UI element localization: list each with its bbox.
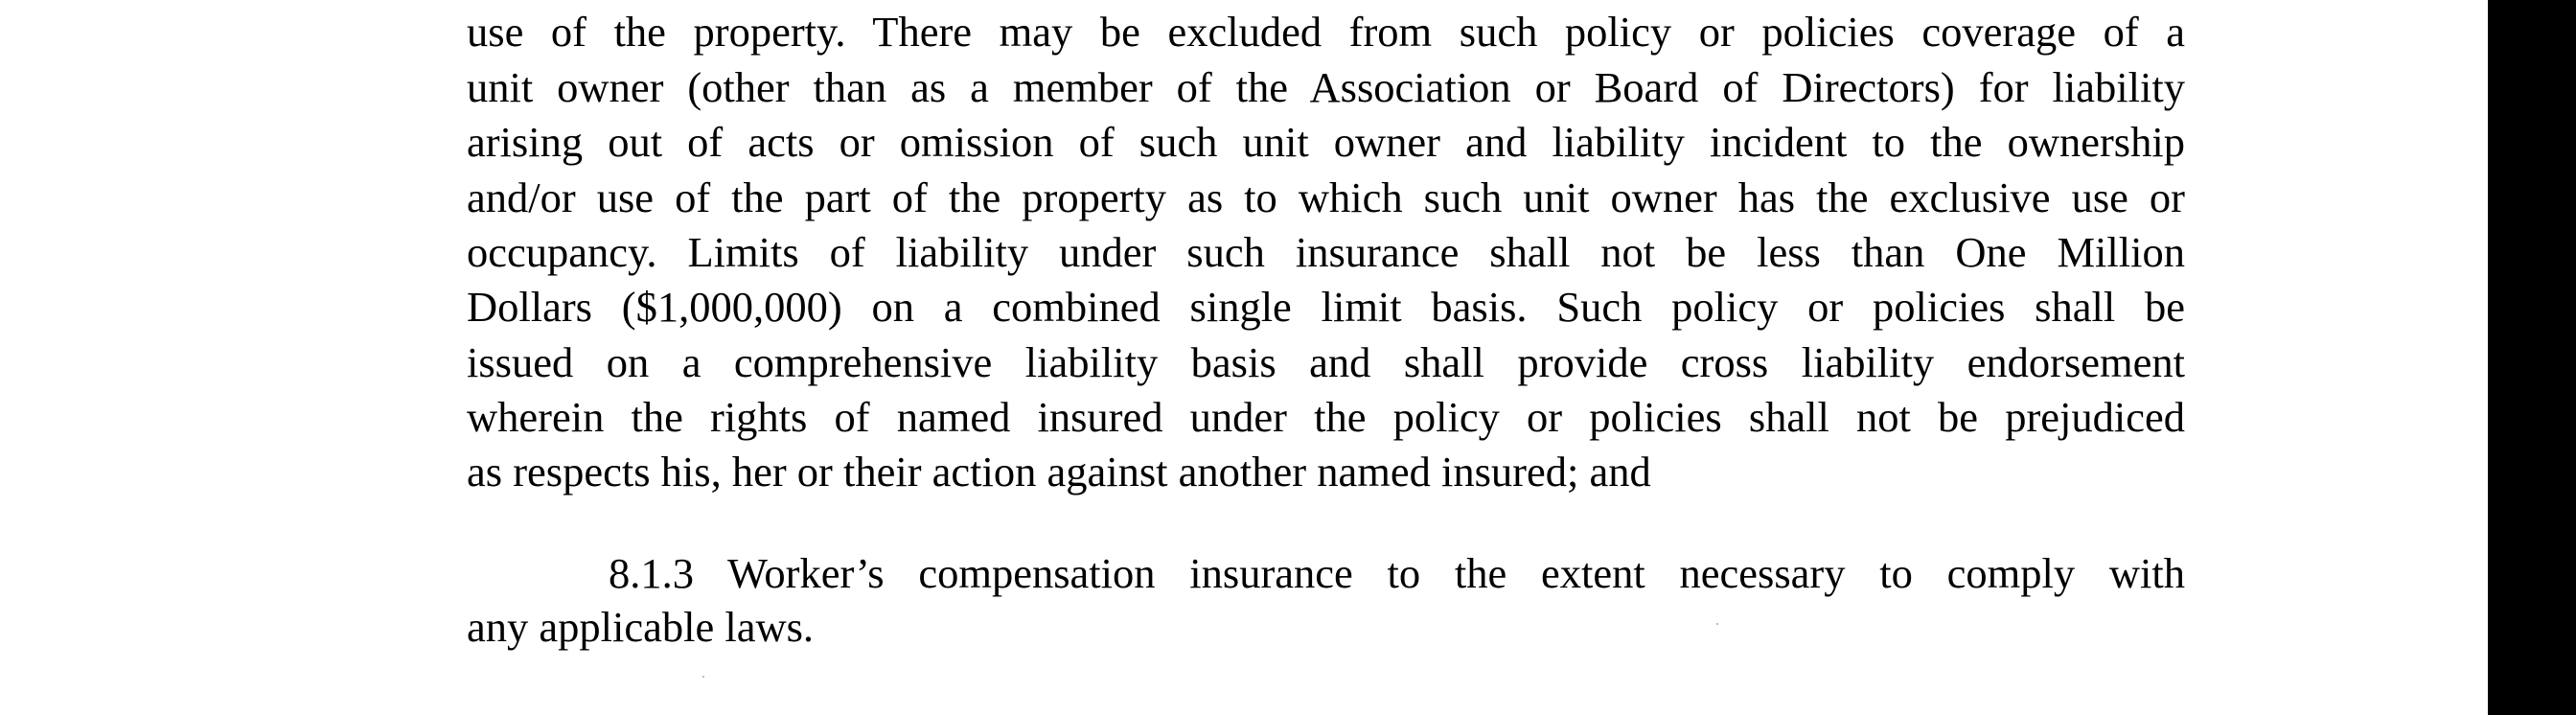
- paragraph-8-1-2-line-5: occupancy. Limits of liability under such insurance shall not be less than One Million: [467, 228, 2185, 276]
- scan-border-right: [2488, 0, 2576, 715]
- paragraph-8-1-2-line-8: wherein the rights of named insured under the policy or policies shall not be prejudiced: [467, 393, 2185, 441]
- scan-speck: [1716, 623, 1718, 625]
- scan-speck: [702, 676, 704, 678]
- paragraph-8-1-2-line-3: arising out of acts or omission of such unit owner and liability incident to the ownership: [467, 118, 2185, 166]
- paragraph-8-1-2-line-7: issued on a comprehensive liability basis and shall provide cross liability endorsement: [467, 338, 2185, 386]
- paragraph-8-1-2-line-1: use of the property. There may be excluded from such policy or policies coverage of a: [467, 8, 2185, 56]
- paragraph-8-1-2-line-2: unit owner (other than as a member of the Association or Board of Directors) for liability: [467, 63, 2185, 111]
- paragraph-8-1-3-line-1: 8.1.3 Worker’s compensation insurance to the extent necessary to comply with: [609, 549, 2185, 597]
- paragraph-8-1-2-line-6: Dollars ($1,000,000) on a combined single limit basis. Such policy or policies shall be: [467, 283, 2185, 331]
- paragraph-8-1-2-line-4: and/or use of the part of the property as to which such unit owner has the exclusive use or: [467, 173, 2185, 221]
- paragraph-8-1-3-line-2: any applicable laws.: [467, 603, 815, 651]
- paragraph-8-1-2-line-9: as respects his, her or their action against another named insured; and: [467, 448, 1651, 496]
